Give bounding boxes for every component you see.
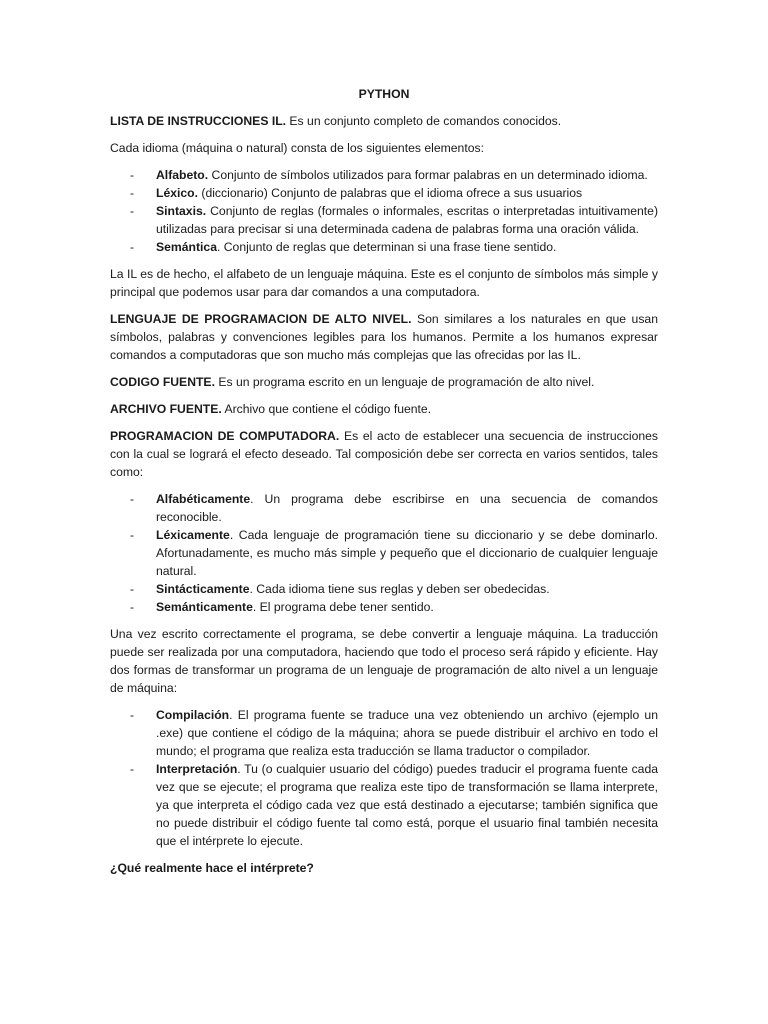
dash-bullet-icon: - xyxy=(130,600,135,614)
term-heading: ARCHIVO FUENTE. xyxy=(110,402,222,416)
list-item xyxy=(110,202,658,238)
list-item-term: Léxicamente xyxy=(156,528,230,542)
list-item xyxy=(110,184,658,202)
paragraph-text: Es un conjunto completo de comandos conocidos. xyxy=(286,114,562,128)
list-item xyxy=(110,760,658,850)
list-item xyxy=(110,526,658,580)
list-item-term: Interpretación xyxy=(156,762,238,776)
paragraph xyxy=(110,400,658,418)
list-item xyxy=(110,598,658,616)
dash-bullet-icon: - xyxy=(130,492,135,506)
list-item xyxy=(110,490,658,526)
term-heading: ¿Qué realmente hace el intérprete? xyxy=(110,861,314,875)
list-item-term: Sintácticamente xyxy=(156,582,250,596)
bullet-list xyxy=(110,490,658,616)
paragraph xyxy=(110,625,658,697)
list-item-text: . Tu (o cualquier usuario del código) puedes traducir el programa fuente cada vez que se ejecute; el programa que realiza este tipo de transformación se llama interprete, ya que interpreta el código cada vez que está destinado a ejecutarse; también significa que no puede distribuir el código fuente tal como está, porque el usuario final también necesita que el intérprete lo ejecute. xyxy=(156,762,658,848)
paragraph xyxy=(110,373,658,391)
paragraph xyxy=(110,139,658,157)
dash-bullet-icon: - xyxy=(130,240,135,254)
list-item-text: . Conjunto de reglas que determinan si una frase tiene sentido. xyxy=(216,240,557,254)
dash-bullet-icon: - xyxy=(130,528,135,542)
term-heading: PROGRAMACION DE COMPUTADORA. xyxy=(110,429,340,443)
document-body xyxy=(110,85,658,877)
term-heading: CODIGO FUENTE. xyxy=(110,375,215,389)
list-item-term: Alfabeto. xyxy=(156,168,209,182)
dash-bullet-icon: - xyxy=(130,204,135,218)
bullet-list xyxy=(110,166,658,256)
list-item-text: . El programa fuente se traduce una vez obteniendo un archivo (ejemplo un .exe) que contiene el código de la máquina; ahora se puede distribuir el archivo en todo el mundo; el programa que realiza esta traducción se llama traductor o compilador. xyxy=(156,708,658,758)
list-item-term: Alfabéticamente xyxy=(156,492,251,506)
paragraph-text: La IL es de hecho, el alfabeto de un lenguaje máquina. Este es el conjunto de símbolos más simple y principal que podemos usar para dar comandos a una computadora. xyxy=(110,267,658,299)
paragraph xyxy=(110,427,658,481)
list-item-term: Semántica xyxy=(156,240,217,254)
paragraph-text: Es un programa escrito en un lenguaje de programación de alto nivel. xyxy=(214,375,595,389)
paragraph xyxy=(110,310,658,364)
list-item-text: . El programa debe tener sentido. xyxy=(252,600,434,614)
list-item-text: Conjunto de símbolos utilizados para formar palabras en un determinado idioma. xyxy=(208,168,648,182)
list-item-term: Sintaxis. xyxy=(156,204,207,218)
paragraph-text: Una vez escrito correctamente el programa, se debe convertir a lenguaje máquina. La traducción puede ser realizada por una computadora, haciendo que todo el proceso será rápido y eficiente. Hay dos formas de transformar un programa de un lenguaje de programación de alto nivel a un lenguaje de máquina: xyxy=(110,627,658,695)
list-item-text: . Un programa debe escribirse en una secuencia de comandos reconocible. xyxy=(156,492,658,524)
paragraph-text: Archivo que contiene el código fuente. xyxy=(221,402,432,416)
dash-bullet-icon: - xyxy=(130,582,135,596)
list-item-text: Conjunto de reglas (formales o informales, escritas o interpretadas intuitivamente) utilizadas para precisar si una determinada cadena de palabras forma una oración válida. xyxy=(156,204,658,236)
list-item-term: Semánticamente xyxy=(156,600,253,614)
paragraph-text: Es el acto de establecer una secuencia de instrucciones con la cual se logrará el efecto deseado. Tal composición debe ser correcta en varios sentidos, tales como: xyxy=(110,429,658,479)
list-item-term: Compilación xyxy=(156,708,230,722)
dash-bullet-icon: - xyxy=(130,708,135,722)
list-item xyxy=(110,706,658,760)
list-item xyxy=(110,580,658,598)
paragraph-text: Cada idioma (máquina o natural) consta de los siguientes elementos: xyxy=(110,141,484,155)
list-item xyxy=(110,238,658,256)
dash-bullet-icon: - xyxy=(130,762,135,776)
dash-bullet-icon: - xyxy=(130,168,135,182)
section-question xyxy=(110,859,658,877)
bullet-list xyxy=(110,706,658,850)
dash-bullet-icon: - xyxy=(130,186,135,200)
term-heading: LISTA DE INSTRUCCIONES IL. xyxy=(110,114,287,128)
list-item-term: Léxico. xyxy=(156,186,198,200)
paragraph xyxy=(110,112,658,130)
list-item-text: . Cada lenguaje de programación tiene su diccionario y se debe dominarlo. Afortunadamente, es mucho más simple y pequeño que el diccionario de cualquier lenguaje natural. xyxy=(156,528,658,578)
list-item xyxy=(110,166,658,184)
list-item-text: (diccionario) Conjunto de palabras que el idioma ofrece a sus usuarios xyxy=(198,186,583,200)
paragraph xyxy=(110,265,658,301)
term-heading: LENGUAJE DE PROGRAMACION DE ALTO NIVEL. xyxy=(110,312,412,326)
list-item-text: . Cada idioma tiene sus reglas y deben ser obedecidas. xyxy=(249,582,550,596)
document-title: PYTHON xyxy=(358,87,410,101)
paragraph-text: Son similares a los naturales en que usan símbolos, palabras y convenciones legibles para los humanos. Permite a los humanos expresar comandos a computadoras que son mucho más complejas que las ofrecidas por las IL. xyxy=(110,312,658,362)
